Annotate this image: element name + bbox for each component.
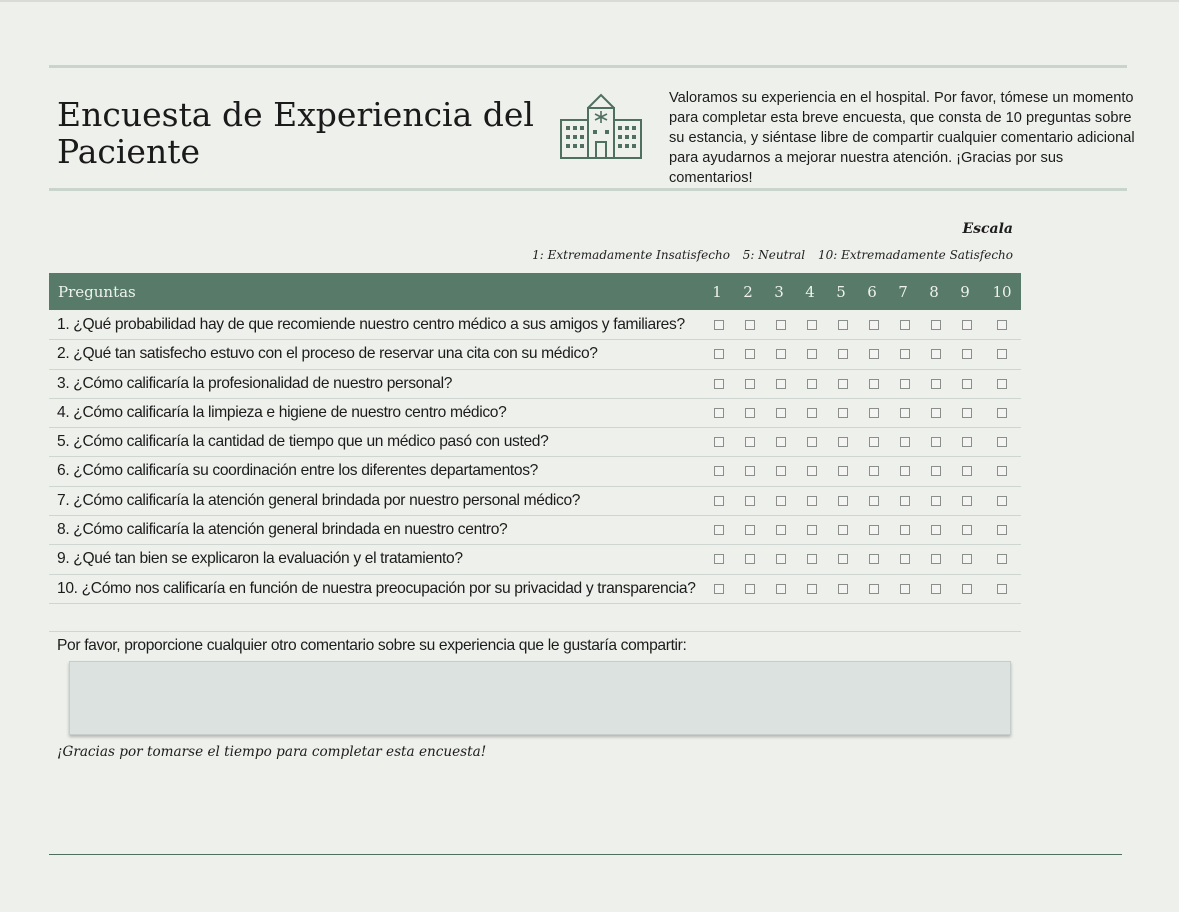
rating-checkbox-4[interactable] [807,584,817,594]
rating-checkbox-6[interactable] [869,584,879,594]
intro-text: Valoramos su experiencia en el hospital. Por favor, tómese un momento para completar esta breve encuesta, que consta de 10 preguntas sobre su estancia, y siéntase libre de compartir cualquier comentario adicional para ayudarnos a mejorar nuestra atención. ¡Gracias por sus comentarios! [669,90,1135,186]
rating-checkbox-8[interactable] [931,437,941,447]
rating-checkbox-2[interactable] [745,408,755,418]
rating-checkbox-8[interactable] [931,379,941,389]
rating-checkbox-2[interactable] [745,584,755,594]
rating-checkbox-6[interactable] [869,320,879,330]
rating-checkbox-9[interactable] [962,554,972,564]
rating-checkbox-4[interactable] [807,554,817,564]
rating-checkbox-6[interactable] [869,408,879,418]
rating-checkbox-3[interactable] [776,349,786,359]
scale-header-4: 4 [805,283,815,301]
rating-checkbox-2[interactable] [745,554,755,564]
rating-checkbox-6[interactable] [869,525,879,535]
scale-legend-high: 10: Extremadamente Satisfecho [817,248,1013,262]
question-text: 5. ¿Cómo calificaría la cantidad de tiempo que un médico pasó con usted? [57,433,549,451]
rating-checkbox-6[interactable] [869,379,879,389]
rating-checkbox-1[interactable] [714,437,724,447]
hospital-icon [558,90,644,160]
rating-checkbox-10[interactable] [997,466,1007,476]
rating-checkbox-9[interactable] [962,584,972,594]
rating-checkbox-9[interactable] [962,437,972,447]
scale-legend [523,248,1013,262]
rating-checkbox-1[interactable] [714,320,724,330]
question-text: 6. ¿Cómo calificaría su coordinación entre los diferentes departamentos? [57,462,538,480]
rating-checkbox-6[interactable] [869,349,879,359]
scale-header-9: 9 [960,283,970,301]
rating-checkbox-1[interactable] [714,466,724,476]
rating-checkbox-5[interactable] [838,379,848,389]
scale-header-5: 5 [836,283,846,301]
page-title: Encuesta de Experiencia del Paciente [57,95,534,171]
comments-textarea[interactable] [69,661,1011,735]
rating-checkbox-4[interactable] [807,466,817,476]
rating-checkbox-6[interactable] [869,554,879,564]
scale-header-6: 6 [867,283,877,301]
bottom-divider [49,854,1122,855]
table-row [49,340,1021,369]
scale-legend-low: 1: Extremadamente Insatisfecho [532,248,730,262]
rating-checkbox-7[interactable] [900,525,910,535]
rating-checkbox-9[interactable] [962,379,972,389]
rating-checkbox-5[interactable] [838,437,848,447]
rating-checkbox-9[interactable] [962,320,972,330]
table-row [49,370,1021,399]
rating-checkbox-10[interactable] [997,525,1007,535]
rating-checkbox-1[interactable] [714,584,724,594]
table-row [49,399,1021,428]
rating-checkbox-7[interactable] [900,379,910,389]
rating-checkbox-7[interactable] [900,437,910,447]
rating-checkbox-10[interactable] [997,496,1007,506]
header-divider [49,188,1127,191]
rating-checkbox-8[interactable] [931,408,941,418]
rating-checkbox-2[interactable] [745,496,755,506]
rating-checkbox-3[interactable] [776,525,786,535]
questions-table [49,311,1021,604]
top-divider [49,65,1127,68]
rating-checkbox-4[interactable] [807,525,817,535]
table-row [49,457,1021,486]
rating-checkbox-5[interactable] [838,525,848,535]
scale-header-10: 10 [992,283,1012,301]
table-row [49,516,1021,545]
scale-header-2: 2 [743,283,753,301]
thank-you-note: ¡Gracias por tomarse el tiempo para completar esta encuesta! [57,744,487,760]
question-text: 8. ¿Cómo calificaría la atención general brindada en nuestro centro? [57,521,508,539]
rating-checkbox-8[interactable] [931,496,941,506]
rating-checkbox-3[interactable] [776,466,786,476]
rating-checkbox-2[interactable] [745,379,755,389]
rating-checkbox-6[interactable] [869,466,879,476]
rating-checkbox-8[interactable] [931,349,941,359]
question-text: 10. ¿Cómo nos calificaría en función de nuestra preocupación por su privacidad y transparencia? [57,579,696,597]
scale-header-8: 8 [929,283,939,301]
rating-checkbox-1[interactable] [714,496,724,506]
questions-header: Preguntas [58,283,136,301]
rating-checkbox-2[interactable] [745,349,755,359]
rating-checkbox-7[interactable] [900,349,910,359]
rating-checkbox-2[interactable] [745,525,755,535]
rating-checkbox-10[interactable] [997,408,1007,418]
rating-checkbox-5[interactable] [838,320,848,330]
rating-checkbox-10[interactable] [997,437,1007,447]
rating-checkbox-10[interactable] [997,320,1007,330]
rating-checkbox-4[interactable] [807,349,817,359]
rating-checkbox-4[interactable] [807,379,817,389]
rating-checkbox-3[interactable] [776,320,786,330]
rating-checkbox-7[interactable] [900,320,910,330]
rating-checkbox-1[interactable] [714,408,724,418]
rating-checkbox-5[interactable] [838,584,848,594]
rating-checkbox-8[interactable] [931,554,941,564]
rating-checkbox-5[interactable] [838,496,848,506]
rating-checkbox-3[interactable] [776,554,786,564]
table-header [49,273,1021,310]
rating-checkbox-9[interactable] [962,496,972,506]
rating-checkbox-7[interactable] [900,554,910,564]
rating-checkbox-5[interactable] [838,408,848,418]
question-text: 4. ¿Cómo calificaría la limpieza e higiene de nuestro centro médico? [57,403,507,421]
rating-checkbox-1[interactable] [714,379,724,389]
rating-checkbox-3[interactable] [776,408,786,418]
question-text: 7. ¿Cómo calificaría la atención general brindada por nuestro personal médico? [57,491,581,509]
rating-checkbox-3[interactable] [776,496,786,506]
rating-checkbox-4[interactable] [807,408,817,418]
rating-checkbox-8[interactable] [931,584,941,594]
question-text: 3. ¿Cómo calificaría la profesionalidad de nuestro personal? [57,374,453,392]
rating-checkbox-7[interactable] [900,408,910,418]
rating-checkbox-2[interactable] [745,466,755,476]
rating-checkbox-2[interactable] [745,320,755,330]
scale-header-1: 1 [712,283,722,301]
question-text: 1. ¿Qué probabilidad hay de que recomiende nuestro centro médico a sus amigos y familiares? [57,316,685,333]
rating-checkbox-3[interactable] [776,584,786,594]
comments-label: Por favor, proporcione cualquier otro comentario sobre su experiencia que le gustaría compartir: [57,637,687,654]
table-end-divider [49,631,1021,632]
rating-checkbox-10[interactable] [997,554,1007,564]
rating-checkbox-5[interactable] [838,349,848,359]
rating-checkbox-5[interactable] [838,554,848,564]
rating-checkbox-7[interactable] [900,584,910,594]
rating-checkbox-9[interactable] [962,408,972,418]
rating-checkbox-10[interactable] [997,349,1007,359]
scale-header-3: 3 [774,283,784,301]
page-top-edge [0,0,1179,2]
rating-checkbox-4[interactable] [807,496,817,506]
scale-legend-mid: 5: Neutral [742,248,806,262]
rating-checkbox-6[interactable] [869,437,879,447]
rating-checkbox-2[interactable] [745,437,755,447]
table-row [49,428,1021,457]
rating-checkbox-1[interactable] [714,554,724,564]
rating-checkbox-9[interactable] [962,349,972,359]
rating-checkbox-8[interactable] [931,525,941,535]
rating-checkbox-5[interactable] [838,466,848,476]
rating-checkbox-7[interactable] [900,496,910,506]
scale-header-7: 7 [898,283,908,301]
rating-checkbox-3[interactable] [776,437,786,447]
table-row [49,487,1021,516]
rating-checkbox-8[interactable] [931,466,941,476]
rating-checkbox-3[interactable] [776,379,786,389]
table-row [49,545,1021,574]
rating-checkbox-6[interactable] [869,496,879,506]
scale-title: Escala [962,221,1013,237]
question-text: 9. ¿Qué tan bien se explicaron la evaluación y el tratamiento? [57,550,463,568]
rating-checkbox-10[interactable] [997,584,1007,594]
rating-checkbox-8[interactable] [931,320,941,330]
rating-checkbox-9[interactable] [962,525,972,535]
rating-checkbox-4[interactable] [807,437,817,447]
rating-checkbox-7[interactable] [900,466,910,476]
rating-checkbox-1[interactable] [714,349,724,359]
rating-checkbox-4[interactable] [807,320,817,330]
rating-checkbox-9[interactable] [962,466,972,476]
rating-checkbox-10[interactable] [997,379,1007,389]
question-text: 2. ¿Qué tan satisfecho estuvo con el proceso de reservar una cita con su médico? [57,345,598,363]
table-row [49,311,1021,340]
table-row [49,575,1021,604]
rating-checkbox-1[interactable] [714,525,724,535]
